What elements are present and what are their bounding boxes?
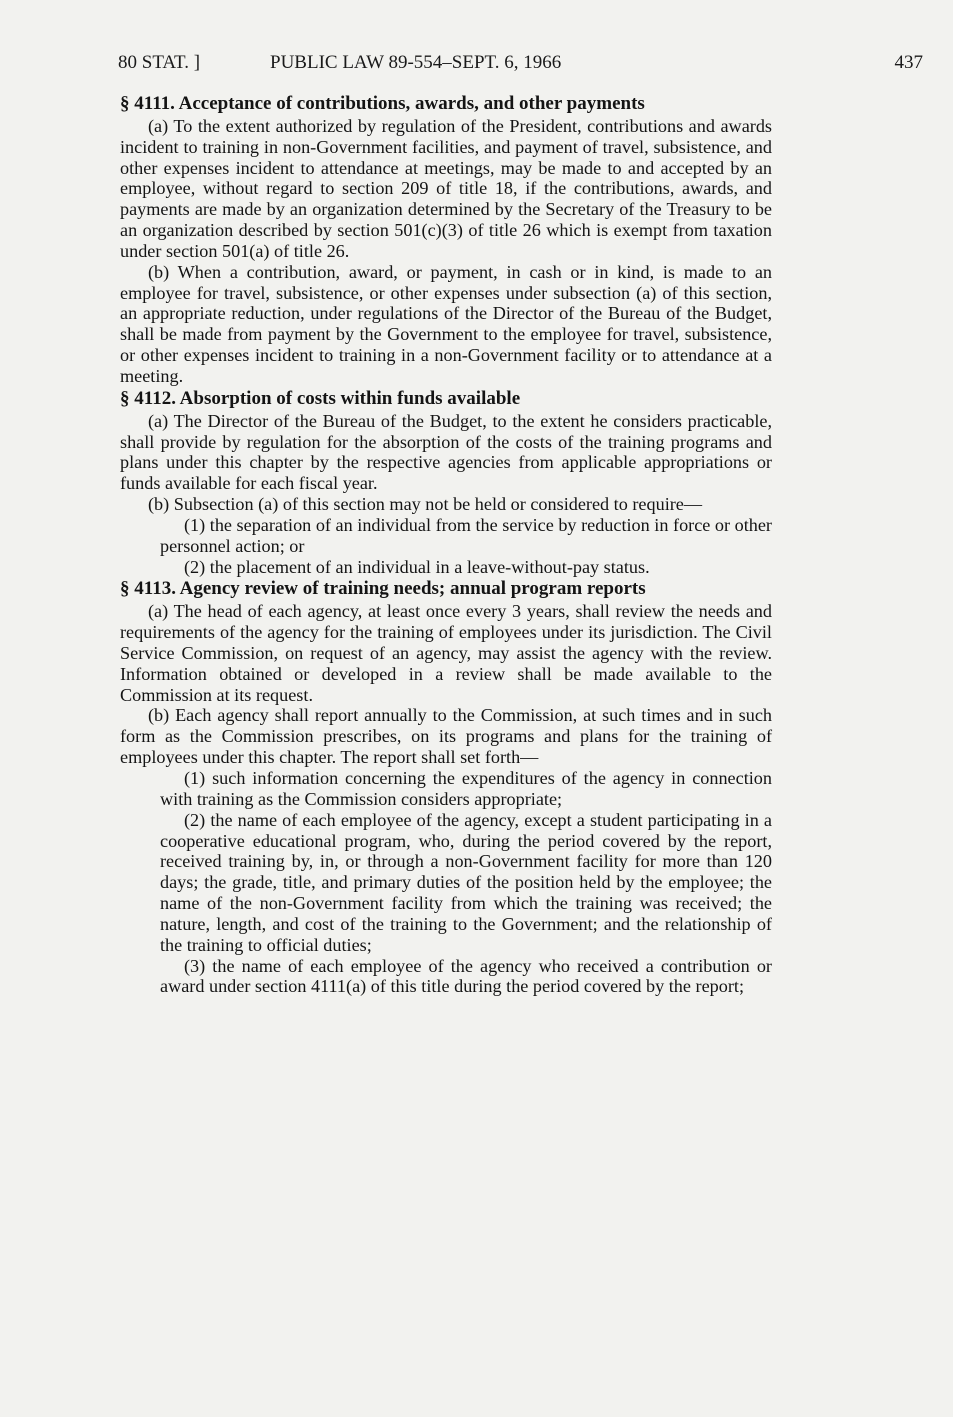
section-heading: § 4111. Acceptance of contributions, awards, and other payments <box>120 93 645 114</box>
list-item: (3) the name of each employee of the agency who received a contribution or award under section 4111(a) of this title during the period covered by the report; <box>160 955 772 997</box>
paragraph: (a) The head of each agency, at least once every 3 years, shall review the needs and requirements of the agency for the training of employees under its jurisdiction. The Civil Service Commission, on request of an agency, may assist the agency with the review. Information obtained or developed in a review shall be made available to the Commission at its request. <box>120 601 772 705</box>
running-header <box>118 52 923 82</box>
document-body <box>120 92 772 997</box>
paragraph: (b) Each agency shall report annually to the Commission, at such times and in such form as the Commission prescribes, on its programs and plans for the training of employees under this chapter. The report shall set forth— <box>120 705 772 768</box>
statute-reference: 80 STAT. ] <box>118 52 201 73</box>
section-4112 <box>120 389 772 578</box>
law-title: PUBLIC LAW 89-554–SEPT. 6, 1966 <box>270 52 562 73</box>
list-item: (2) the name of each employee of the agency, except a student participating in a cooperative educational program, who, during the period covered by the report, received training by, in, or through a non-Government facility for more than 120 days; the grade, title, and primary duties of the position held by the employee; the name of the non-Government facility from which the training was received; the nature, length, and cost of the training to the Government; and the relationship of the training to official duties; <box>160 809 772 955</box>
list-item: (2) the placement of an individual in a leave-without-pay status. <box>184 556 650 577</box>
section-heading: § 4113. Agency review of training needs; annual program reports <box>120 578 646 600</box>
paragraph: (a) To the extent authorized by regulation of the President, contributions and awards incident to training in non-Government facilities, and payment of travel, subsistence, and other expenses incident to attendance at meetings, may be made to and accepted by an employee, without regard to section 209 of title 18, if the contributions, awards, and payments are made by an organization determined by the Secretary of the Treasury to be an organization described by section 501(c)(3) of title 26 which is exempt from taxation under section 501(a) of title 26. <box>120 115 772 261</box>
section-4113 <box>120 579 772 997</box>
list-item: (1) such information concerning the expenditures of the agency in connection with training as the Commission considers appropriate; <box>160 768 772 809</box>
paragraph: (b) When a contribution, award, or payment, in cash or in kind, is made to an employee for travel, subsistence, or other expenses under subsection (a) of this section, an appropriate reduction, under regulations of the Director of the Bureau of the Budget, shall be made from payment by the Government to the employee for travel, subsistence, or other expenses incident to training in a non-Government facility or to attendance at a meeting. <box>120 261 772 386</box>
paragraph: (a) The Director of the Bureau of the Budget, to the extent he considers practicable, shall provide by regulation for the absorption of the costs of the training programs and plans under this chapter by the respective agencies from applicable appropriations or funds available for each fiscal year. <box>120 410 772 494</box>
page-number: 437 <box>894 52 923 73</box>
list-item: (1) the separation of an individual from the service by reduction in force or other personnel action; or <box>160 514 772 556</box>
section-4111 <box>120 94 772 387</box>
paragraph: (b) Subsection (a) of this section may not be held or considered to require— <box>148 494 703 515</box>
section-heading: § 4112. Absorption of costs within funds available <box>120 387 521 409</box>
